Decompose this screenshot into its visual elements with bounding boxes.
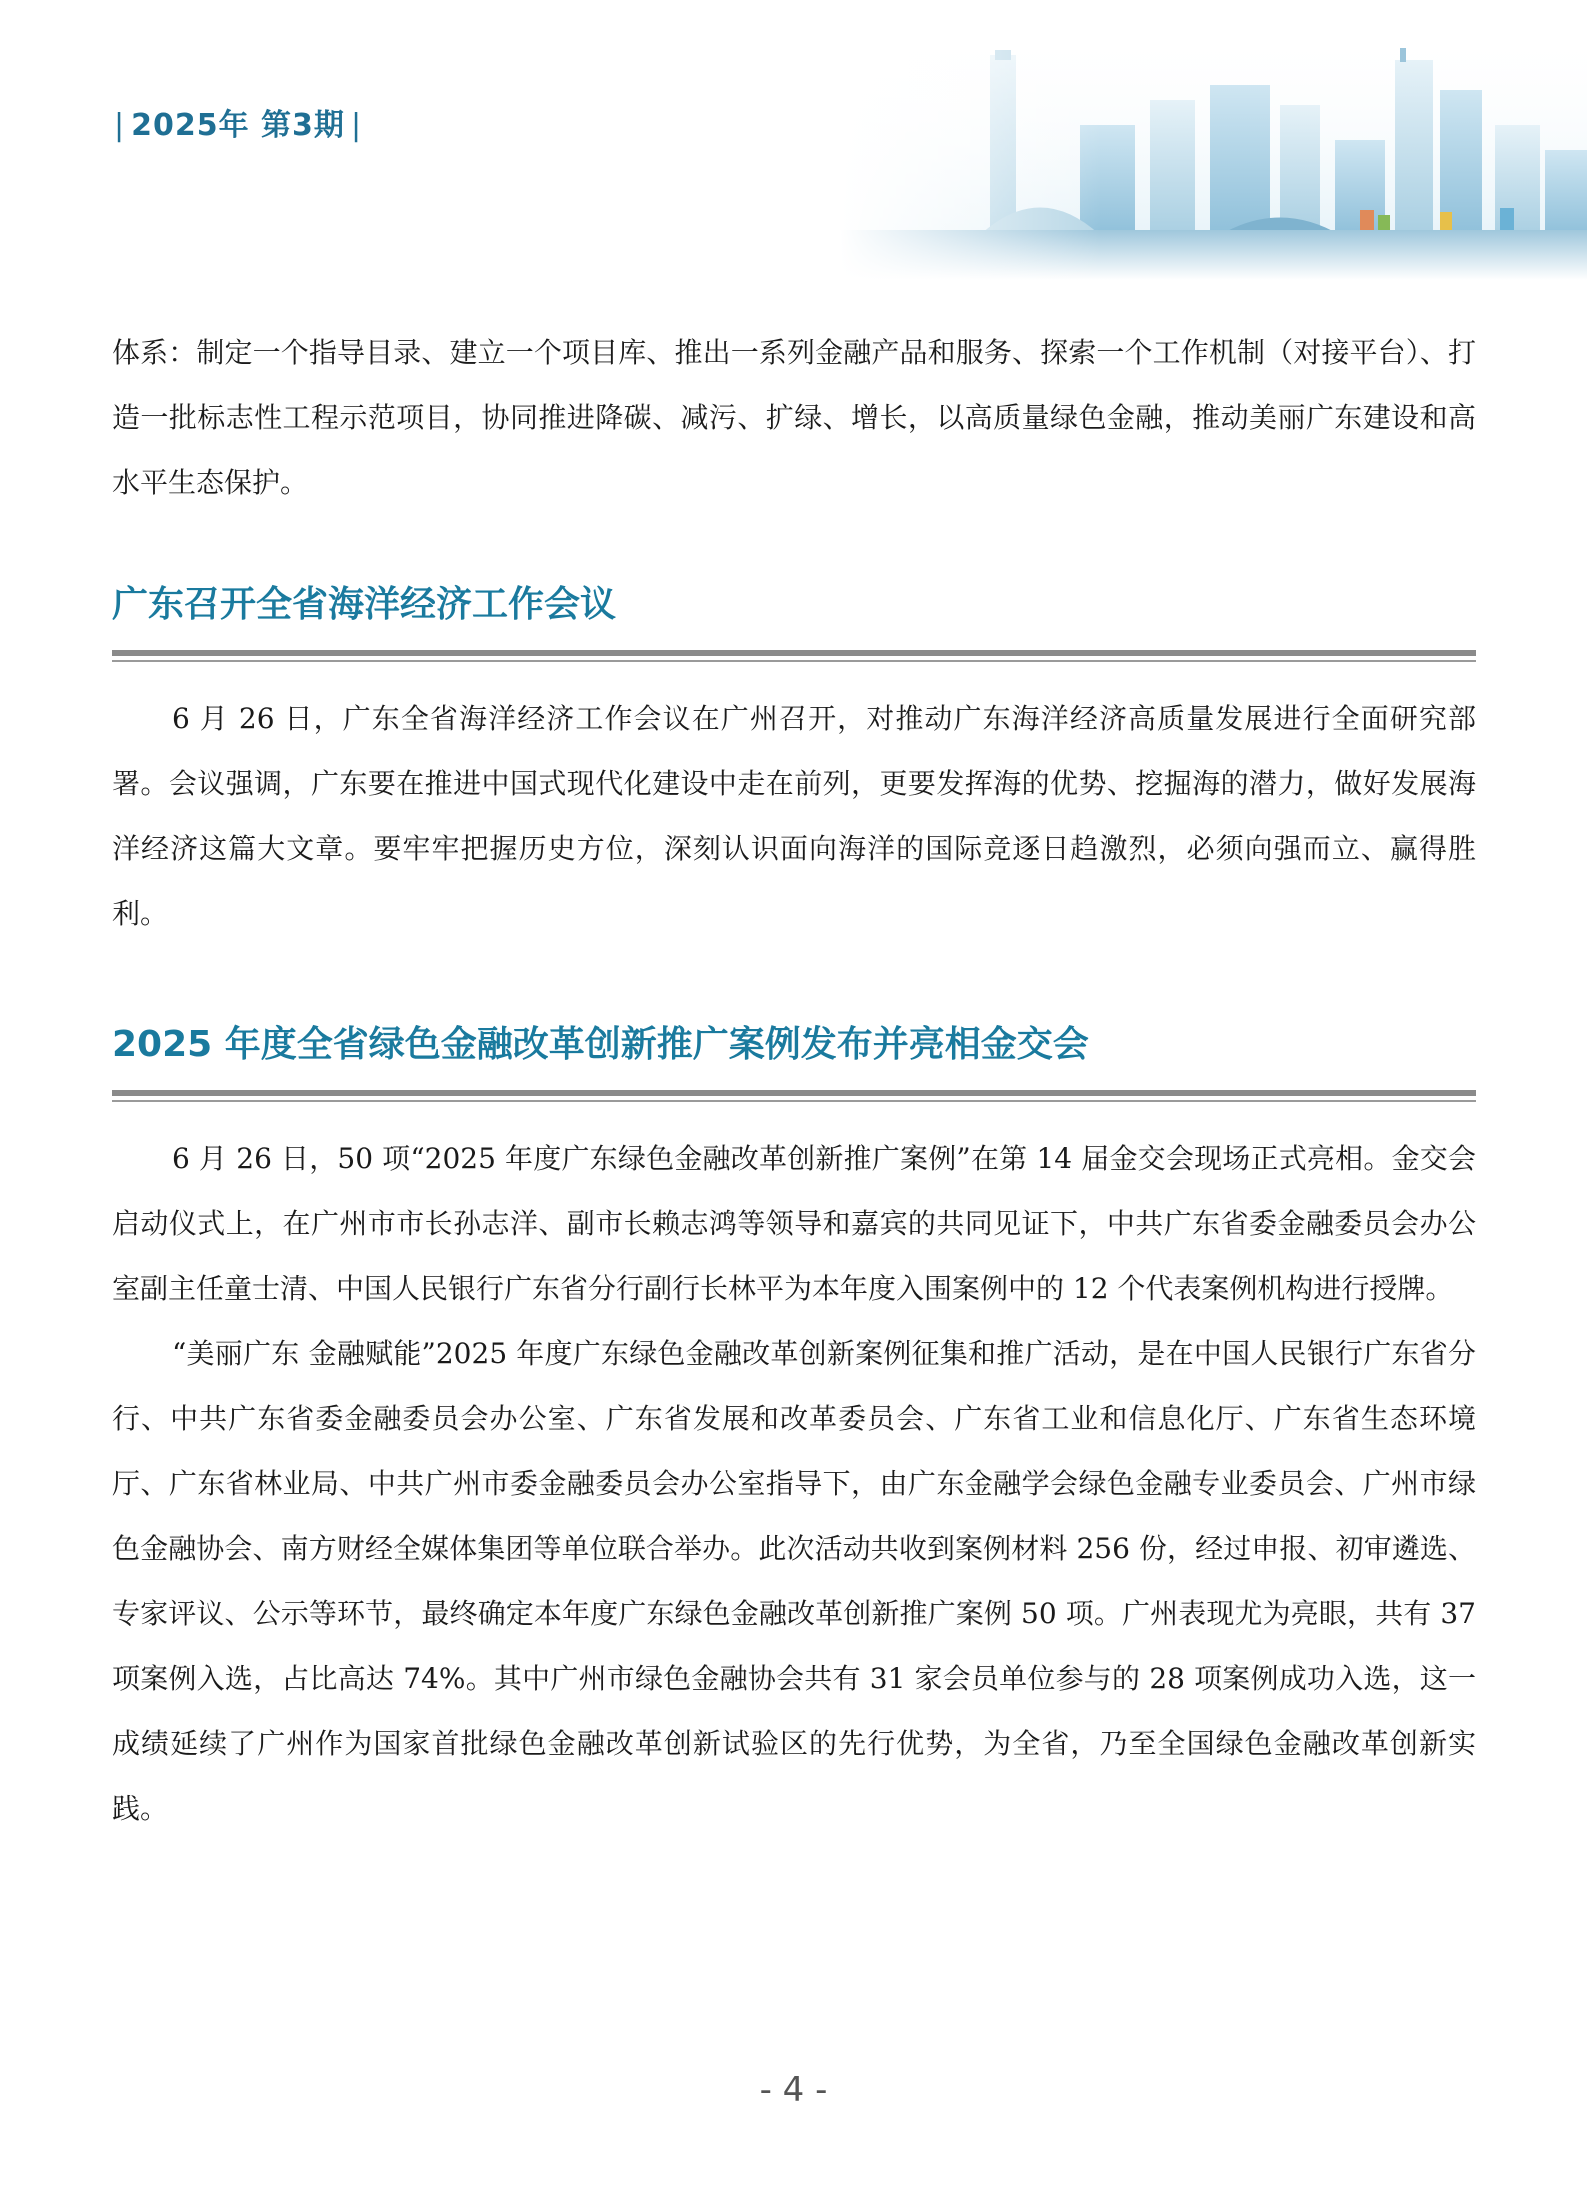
issue-label xyxy=(108,100,368,144)
issue-bar-left: | xyxy=(114,108,126,143)
section-1-title: 广东召开全省海洋经济工作会议 xyxy=(112,584,617,625)
section-2-paragraph-1: 6 月 26 日，50 项“2025 年度广东绿色金融改革创新推广案例”在第 14 届金交会现场正式亮相。金交会启动仪式上，在广州市市长孙志洋、副市长赖志鸿等领导和嘉宾的共同见证下，中共广东省委金融委员会办公室副主任童士清、中国人民银行广东省分行副行长林平为本年度入围案例中的 12 个代表案例机构进行授牌。 xyxy=(112,1142,1476,1305)
section-1-rule-thick xyxy=(112,650,1476,656)
section-1-paragraph: 6 月 26 日，广东全省海洋经济工作会议在广州召开，对推动广东海洋经济高质量发展进行全面研究部署。会议强调，广东要在推进中国式现代化建设中走在前列，更要发挥海的优势、挖掘海的潜力，做好发展海洋经济这篇大文章。要牢牢把握历史方位，深刻认识面向海洋的国际竞逐日趋激烈，必须向强而立、赢得胜利。 xyxy=(112,702,1476,930)
section-2-title: 2025 年度全省绿色金融改革创新推广案例发布并亮相金交会 xyxy=(112,1024,1089,1065)
issue-bar-right: | xyxy=(350,108,363,143)
section-1 xyxy=(112,580,1476,946)
city-skyline-illustration xyxy=(840,30,1587,280)
intro-block xyxy=(112,320,1476,515)
section-2-paragraph-2: “美丽广东 金融赋能”2025 年度广东绿色金融改革创新案例征集和推广活动，是在中国人民银行广东省分行、中共广东省委金融委员会办公室、广东省发展和改革委员会、广东省工业和信息化厅、广东省生态环境厅、广东省林业局、中共广州市委金融委员会办公室指导下，由广东金融学会绿色金融专业委员会、广州市绿色金融协会、南方财经全媒体集团等单位联合举办。此次活动共收到案例材料 256 份，经过申报、初审遴选、专家评议、公示等环节，最终确定本年度广东绿色金融改革创新推广案例 50 项。广州表现尤为亮眼，共有 37 项案例入选，占比高达 74%。其中广州市绿色金融协会共有 31 家会员单位参与的 28 项案例成功入选，这一成绩延续了广州作为国家首批绿色金融改革创新试验区的先行优势，为全省，乃至全国绿色金融改革创新实践。 xyxy=(112,1337,1476,1825)
page-number: - 4 - xyxy=(759,2070,828,2110)
intro-paragraph: 体系：制定一个指导目录、建立一个项目库、推出一系列金融产品和服务、探索一个工作机制（对接平台）、打造一批标志性工程示范项目，协同推进降碳、减污、扩绿、增长，以高质量绿色金融，推动美丽广东建设和高水平生态保护。 xyxy=(112,336,1476,499)
section-2-rule-thick xyxy=(112,1090,1476,1096)
section-2 xyxy=(112,1020,1476,1841)
issue-text: 2025年 第3期 xyxy=(131,108,345,143)
